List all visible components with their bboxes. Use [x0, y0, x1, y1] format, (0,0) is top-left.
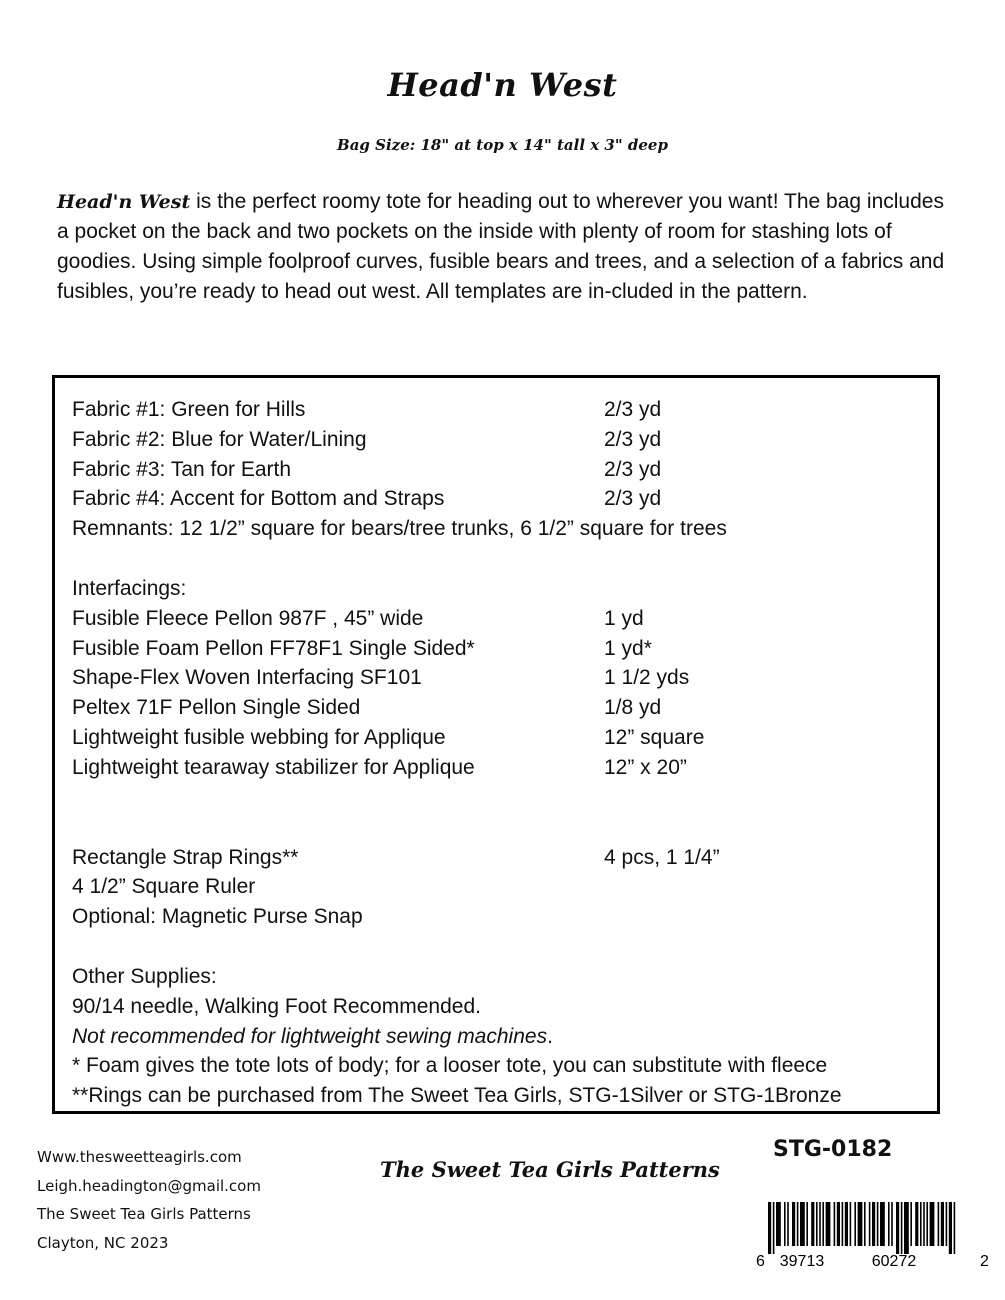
- supply-item: Lightweight tearaway stabilizer for Applique: [72, 755, 475, 779]
- barcode-bar: [923, 1202, 925, 1246]
- spacer: [72, 783, 932, 843]
- spacer: [72, 932, 932, 962]
- company-name: The Sweet Tea Girls Patterns: [37, 1205, 251, 1223]
- barcode-bar: [854, 1202, 856, 1246]
- barcode-bar: [872, 1202, 875, 1246]
- supply-row: [72, 604, 932, 634]
- supplies-box: [52, 375, 940, 1114]
- barcode-bar: [877, 1202, 879, 1246]
- barcode-bar: [915, 1202, 918, 1246]
- supply-qty: 12” square: [604, 725, 705, 749]
- barcode-bar: [842, 1202, 844, 1246]
- barcode-check-digit: 2: [980, 1253, 989, 1270]
- barcode-bar: [941, 1202, 944, 1246]
- barcode-bars: [768, 1202, 955, 1254]
- barcode-bar: [858, 1202, 863, 1246]
- supply-qty: 12” x 20”: [604, 755, 687, 779]
- barcode-bar: [816, 1202, 818, 1246]
- barcode-bar: [880, 1202, 885, 1246]
- warning-period: .: [547, 1024, 553, 1048]
- barcode-bar: [797, 1202, 799, 1246]
- supply-qty: 2/3 yd: [604, 457, 662, 481]
- supply-row: [72, 843, 932, 873]
- sku-number: STG-0182: [773, 1137, 893, 1162]
- intro-text: is the perfect roomy tote for heading out to wherever you want! The bag includes a pocket on the back and two pockets on the inside with plenty of room for stashing lots of goodies. Using simple foolproof curves, fusible bears and trees, and a selection of a fabrics and fusibles, you’re ready to head out west. All templates are in-cluded in the pattern.: [57, 190, 945, 303]
- barcode-bar: [768, 1202, 771, 1254]
- email-link[interactable]: Leigh.headington@gmail.com: [37, 1176, 261, 1195]
- supply-row: [72, 693, 932, 723]
- supply-item: Peltex 71F Pellon Single Sided: [72, 696, 361, 720]
- barcode-bar: [784, 1202, 786, 1246]
- barcode-bar: [826, 1202, 831, 1246]
- barcode-bar: [930, 1202, 935, 1246]
- contact-info: [37, 1143, 261, 1257]
- barcode-bar: [806, 1202, 808, 1246]
- barcode-bar: [954, 1202, 956, 1254]
- footer-brand: The Sweet Tea Girls Patterns: [380, 1157, 720, 1182]
- barcode-bar: [845, 1202, 848, 1246]
- barcode-bar: [864, 1202, 866, 1246]
- barcode-bar: [938, 1202, 940, 1246]
- barcode-bar: [946, 1202, 948, 1246]
- supplies-list: [72, 395, 932, 1111]
- supply-row: [72, 723, 932, 753]
- supply-item: Lightweight fusible webbing for Applique: [72, 725, 446, 749]
- barcode-bar: [926, 1202, 928, 1246]
- location-year: Clayton, NC 2023: [37, 1233, 169, 1252]
- supply-row: [72, 395, 932, 425]
- barcode-bar: [901, 1202, 903, 1254]
- supply-item: Fabric #2: Blue for Water/Lining: [72, 427, 367, 451]
- supply-item: 4 1/2” Square Ruler: [72, 875, 256, 899]
- pattern-title: Head'n West: [387, 66, 618, 104]
- supply-item: Optional: Magnetic Purse Snap: [72, 905, 363, 929]
- website-link[interactable]: Www.thesweetteagirls.com: [37, 1148, 242, 1166]
- barcode-bar: [776, 1202, 781, 1246]
- barcode-bar: [891, 1202, 893, 1246]
- barcode-bar: [792, 1202, 795, 1246]
- machine-warning: [72, 1022, 932, 1052]
- supply-row: [72, 902, 932, 932]
- supply-qty: 4 pcs, 1 1/4”: [604, 845, 720, 869]
- spacer: [72, 544, 932, 574]
- supply-item: Remnants: 12 1/2” square for bears/tree trunks, 6 1/2” square for trees: [72, 517, 727, 541]
- barcode-bar: [811, 1202, 814, 1246]
- supply-item: Fusible Fleece Pellon 987F , 45” wide: [72, 606, 424, 630]
- other-supplies-heading: Other Supplies:: [72, 964, 217, 988]
- barcode-bar: [787, 1202, 789, 1246]
- supply-qty: 2/3 yd: [604, 487, 662, 511]
- supply-qty: 1 yd*: [604, 636, 652, 660]
- barcode-bar: [850, 1202, 852, 1246]
- supply-item: Fusible Foam Pellon FF78F1 Single Sided*: [72, 636, 475, 660]
- supply-row: [72, 514, 932, 544]
- barcode: [748, 1200, 998, 1270]
- rings-footnote: **Rings can be purchased from The Sweet Tea Girls, STG-1Silver or STG-1Bronze: [72, 1084, 842, 1108]
- foam-footnote: * Foam gives the tote lots of body; for a looser tote, you can substitute with fleece: [72, 1054, 828, 1078]
- barcode-bar: [949, 1202, 952, 1254]
- supply-row: [72, 663, 932, 693]
- supply-row: [72, 634, 932, 664]
- barcode-bar: [920, 1202, 922, 1246]
- barcode-bar: [819, 1202, 821, 1246]
- barcode-left-digits: 39713: [779, 1253, 825, 1270]
- supply-row: [72, 872, 932, 902]
- barcode-bar: [869, 1202, 871, 1246]
- barcode-right-digits: 60272: [871, 1253, 917, 1270]
- supply-qty: 1 yd: [604, 606, 644, 630]
- supply-item: Rectangle Strap Rings**: [72, 845, 299, 869]
- supply-row: [72, 425, 932, 455]
- supply-row: [72, 753, 932, 783]
- bag-size: Bag Size: 18" at top x 14" tall x 3" deep: [337, 136, 668, 154]
- supply-item: Fabric #4: Accent for Bottom and Straps: [72, 487, 445, 511]
- supply-item: Fabric #3: Tan for Earth: [72, 457, 292, 481]
- supply-item: Shape-Flex Woven Interfacing SF101: [72, 666, 422, 690]
- interfacings-heading: Interfacings:: [72, 576, 187, 600]
- needle-note: 90/14 needle, Walking Foot Recommended.: [72, 994, 481, 1018]
- barcode-bar: [910, 1202, 912, 1246]
- barcode-bar: [888, 1202, 890, 1246]
- supply-qty: 1 1/2 yds: [604, 666, 690, 690]
- barcode-bar: [822, 1202, 824, 1246]
- supply-row: [72, 484, 932, 514]
- barcode-bar: [904, 1202, 909, 1254]
- warning-text: Not recommended for lightweight sewing machines: [72, 1024, 548, 1048]
- supply-qty: 2/3 yd: [604, 398, 662, 421]
- supply-qty: 2/3 yd: [604, 427, 662, 451]
- barcode-first-digit: 6: [756, 1253, 765, 1270]
- barcode-bar: [834, 1202, 836, 1246]
- supply-qty: 1/8 yd: [604, 696, 662, 720]
- barcode-bar: [773, 1202, 775, 1254]
- supply-item: Fabric #1: Green for Hills: [72, 398, 306, 421]
- barcode-bar: [896, 1202, 899, 1254]
- barcode-bar: [837, 1202, 840, 1246]
- barcode-bar: [800, 1202, 805, 1246]
- supply-row: [72, 455, 932, 485]
- intro-brand: Head'n West: [57, 191, 191, 213]
- intro-paragraph: [57, 187, 957, 307]
